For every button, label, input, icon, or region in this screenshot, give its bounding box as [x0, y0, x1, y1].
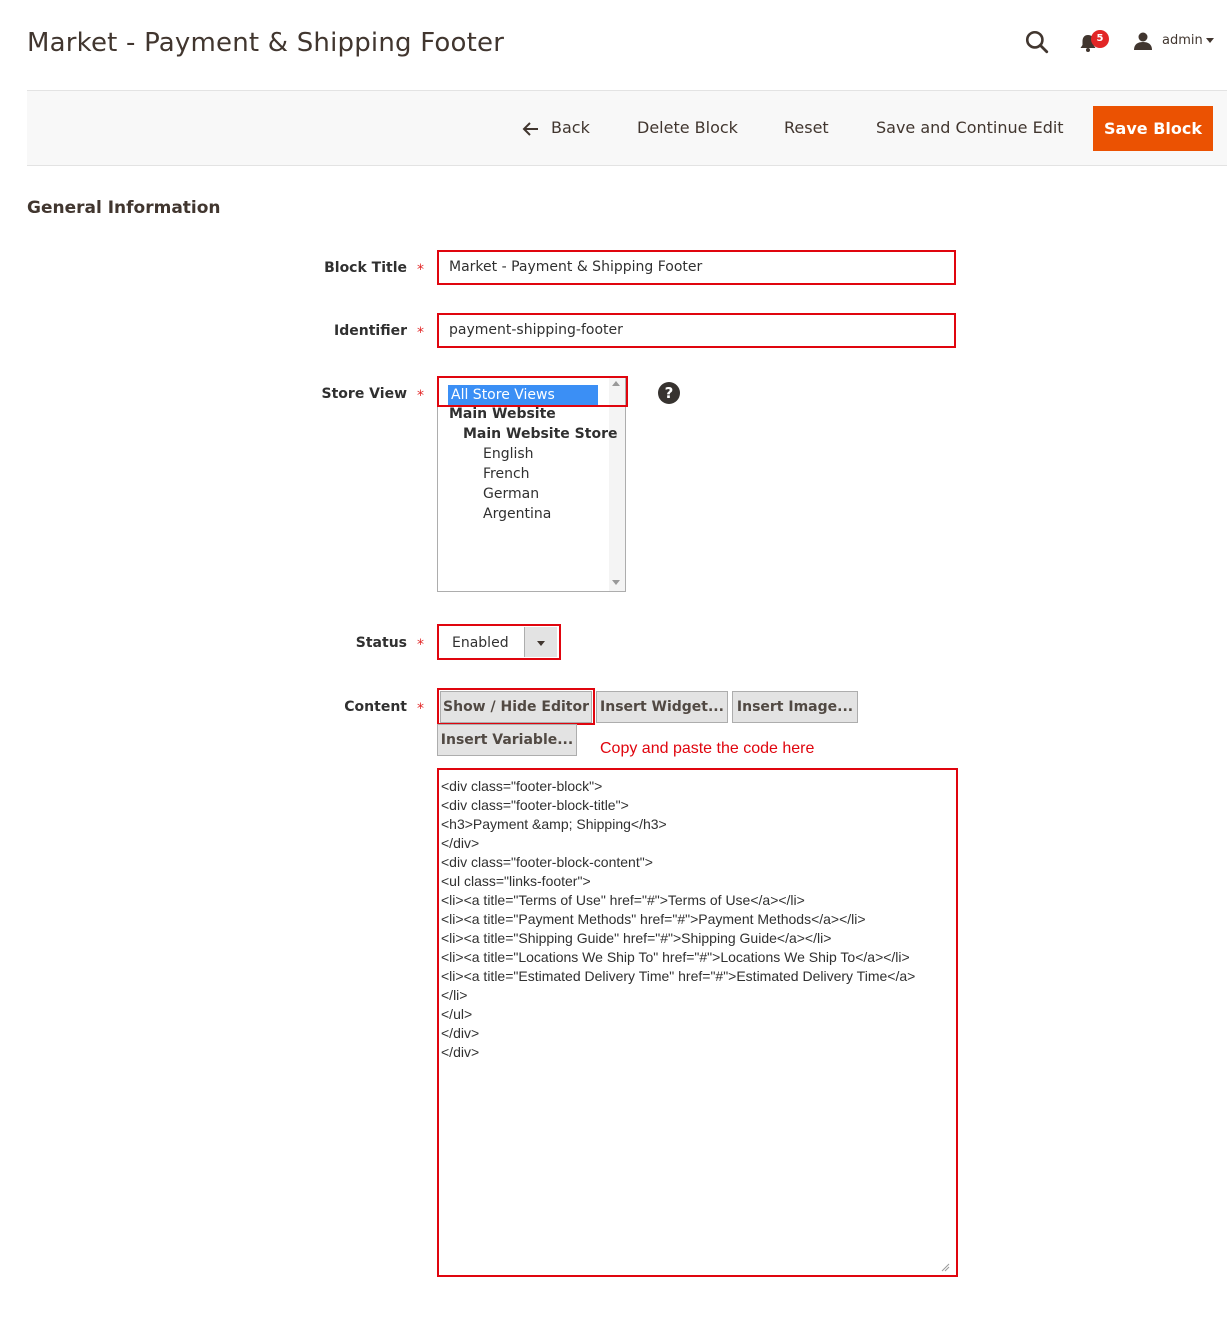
store-view-option[interactable]: German	[483, 486, 540, 502]
store-view-option[interactable]: Argentina	[483, 506, 552, 522]
store-view-scrollbar[interactable]	[609, 377, 625, 591]
back-button[interactable]: Back	[551, 118, 590, 137]
identifier-input[interactable]: payment-shipping-footer	[437, 313, 956, 348]
required-marker: *	[417, 262, 424, 278]
show-hide-editor-button[interactable]: Show / Hide Editor	[440, 691, 592, 723]
insert-variable-button[interactable]: Insert Variable...	[437, 724, 577, 756]
store-view-label: Store View	[321, 386, 407, 402]
store-view-option[interactable]: French	[483, 466, 530, 482]
admin-user-menu[interactable]: admin	[1162, 33, 1203, 48]
store-view-option[interactable]: Main Website Store	[463, 426, 618, 442]
scroll-down-arrow-icon[interactable]	[612, 580, 620, 585]
block-title-label: Block Title	[324, 260, 407, 276]
page-title: Market - Payment & Shipping Footer	[27, 28, 505, 58]
required-marker: *	[417, 388, 424, 404]
status-value: Enabled	[452, 635, 509, 651]
store-view-highlight	[437, 376, 628, 407]
user-icon[interactable]	[1133, 31, 1153, 51]
section-title: General Information	[27, 198, 221, 218]
resize-grip-icon[interactable]	[940, 1262, 950, 1272]
required-marker: *	[417, 701, 424, 717]
insert-widget-button[interactable]: Insert Widget...	[596, 691, 728, 723]
store-view-option[interactable]: Main Website	[449, 406, 556, 422]
content-textarea[interactable]	[437, 768, 958, 1277]
chevron-down-icon[interactable]	[1206, 38, 1214, 43]
reset-button[interactable]: Reset	[784, 118, 829, 137]
identifier-label: Identifier	[334, 323, 407, 339]
insert-image-button[interactable]: Insert Image...	[732, 691, 858, 723]
chevron-down-icon[interactable]	[537, 641, 545, 646]
search-icon[interactable]	[1024, 29, 1050, 55]
block-title-input[interactable]: Market - Payment & Shipping Footer	[437, 250, 956, 285]
save-block-button[interactable]: Save Block	[1093, 106, 1213, 151]
question-icon[interactable]: ?	[658, 382, 680, 404]
status-label: Status	[355, 635, 407, 651]
store-view-option[interactable]: English	[483, 446, 534, 462]
arrow-left-icon[interactable]	[522, 121, 540, 137]
save-and-continue-button[interactable]: Save and Continue Edit	[876, 118, 1064, 137]
delete-block-button[interactable]: Delete Block	[637, 118, 738, 137]
content-code[interactable]: <div class="footer-block"> <div class="footer-block-title"> <h3>Payment &amp; Shipping</h3> </div> <div class="footer-block-content"> <ul class="links-footer"> <li><a title="Terms of Use" href="#">Terms of Use</a></li> <li><a title="Payment Methods" href="#">Payment Methods</a></li> <li><a title="Shipping Guide" href="#">Shipping Guide</a></li> <li><a title="Locations We Ship To" href="#">Locations We Ship To</a></li> <li><a title="Estimated Delivery Time" href="#">Estimated Delivery Time</a> </li> </ul> </div> </div>	[441, 778, 916, 1060]
required-marker: *	[417, 637, 424, 653]
required-marker: *	[417, 325, 424, 341]
notification-count-badge[interactable]: 5	[1091, 30, 1109, 48]
show-hide-editor-highlight	[437, 688, 595, 725]
content-label: Content	[344, 699, 407, 715]
instruction-note: Copy and paste the code here	[600, 740, 815, 757]
store-view-option-selected[interactable]: All Store Views	[448, 385, 598, 405]
